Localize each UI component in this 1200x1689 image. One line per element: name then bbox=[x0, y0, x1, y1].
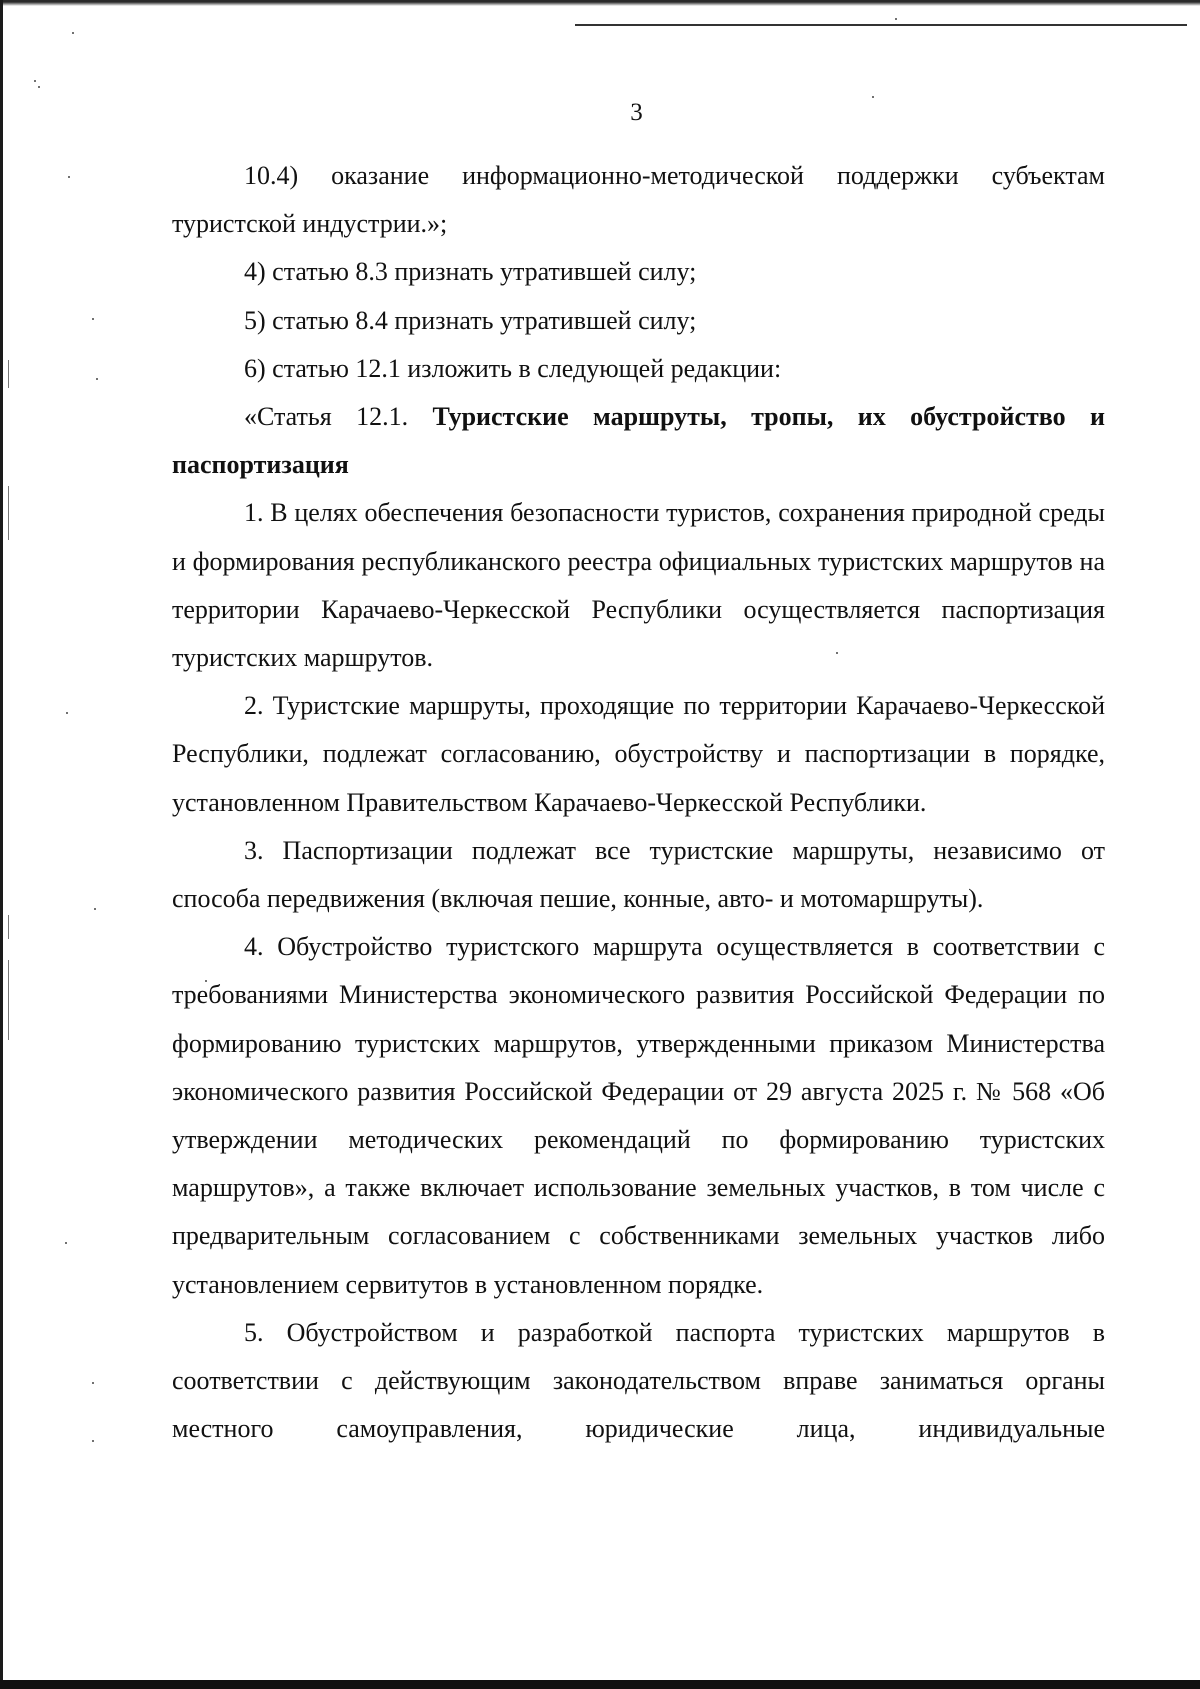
article-point-5: 5. Обустройством и разработкой паспорта туристских маршрутов в соответствии с действующим законодательством вправе заниматься органы местного самоуправления, юридические лица, индивидуальные bbox=[172, 1317, 1105, 1444]
article-point-3: 3. Паспортизации подлежат все туристские маршруты, независимо от способа передвижения (включая пешие, конные, авто- и мотомаршруты). bbox=[172, 835, 1105, 914]
scan-gutter-mark bbox=[8, 486, 9, 540]
article-prefix: «Статья 12.1. bbox=[244, 402, 433, 432]
article-point-4: 4. Обустройство туристского маршрута осуществляется в соответствии с требованиями Министерства экономического развития Российской Федерации по формированию туристских маршрутов, утвержденными приказом Министерства экономического развития Российской Федерации от 29 августа 2025 г. № 568 «Об утверждении методических рекомендаций по формированию туристских маршрутов», а также включает использование земельных участков, в том числе с предварительным согласованием с собственниками земельных участков либо установлением сервитутов в установленном порядке. bbox=[172, 932, 1105, 1299]
paragraph-item-4: 4) статью 8.3 признать утратившей силу; bbox=[244, 257, 697, 287]
scan-speck bbox=[92, 1440, 94, 1442]
scan-gutter-mark bbox=[8, 960, 9, 1040]
document-body bbox=[172, 152, 1105, 1453]
scan-gutter-mark bbox=[8, 360, 9, 388]
scan-speck bbox=[96, 378, 98, 380]
scan-left-edge bbox=[0, 0, 3, 1689]
scan-speck bbox=[38, 86, 40, 88]
page-number: 3 bbox=[630, 99, 643, 126]
scan-speck bbox=[66, 712, 68, 714]
paragraph-item-5: 5) статью 8.4 признать утратившей силу; bbox=[244, 305, 697, 335]
scan-bottom-edge bbox=[0, 1680, 1200, 1689]
scan-top-edge bbox=[0, 0, 1200, 6]
article-point-2: 2. Туристские маршруты, проходящие по территории Карачаево-Черкесской Республики, подлежат согласованию, обустройству и паспортизации в порядке, установленном Правительством Карачаево-Черкесской Республики. bbox=[172, 691, 1105, 817]
scan-speck bbox=[94, 908, 96, 910]
article-heading bbox=[172, 393, 1105, 489]
scan-speck bbox=[34, 80, 36, 82]
article-point-1: 1. В целях обеспечения безопасности туристов, сохранения природной среды и формирования республиканского реестра официальных туристских маршрутов на территории Карачаево-Черкесской Республики осуществляется паспортизация туристских маршрутов. bbox=[172, 498, 1105, 673]
scan-speck bbox=[895, 18, 897, 20]
paragraph-item-10-4: 10.4) оказание информационно-методической поддержки субъектам туристской индустрии.»; bbox=[172, 161, 1105, 239]
scan-speck bbox=[92, 318, 94, 320]
scan-speck bbox=[92, 1382, 94, 1384]
paragraph-item-6: 6) статью 12.1 изложить в следующей редакции: bbox=[244, 353, 782, 383]
scan-speck bbox=[65, 1242, 67, 1244]
article-title: Туристские маршруты, тропы, их обустройство и паспортизация bbox=[172, 402, 1105, 480]
scan-top-rule bbox=[575, 24, 1187, 26]
scan-speck bbox=[72, 32, 74, 34]
scan-speck bbox=[68, 176, 70, 178]
scan-gutter-mark bbox=[8, 915, 9, 939]
